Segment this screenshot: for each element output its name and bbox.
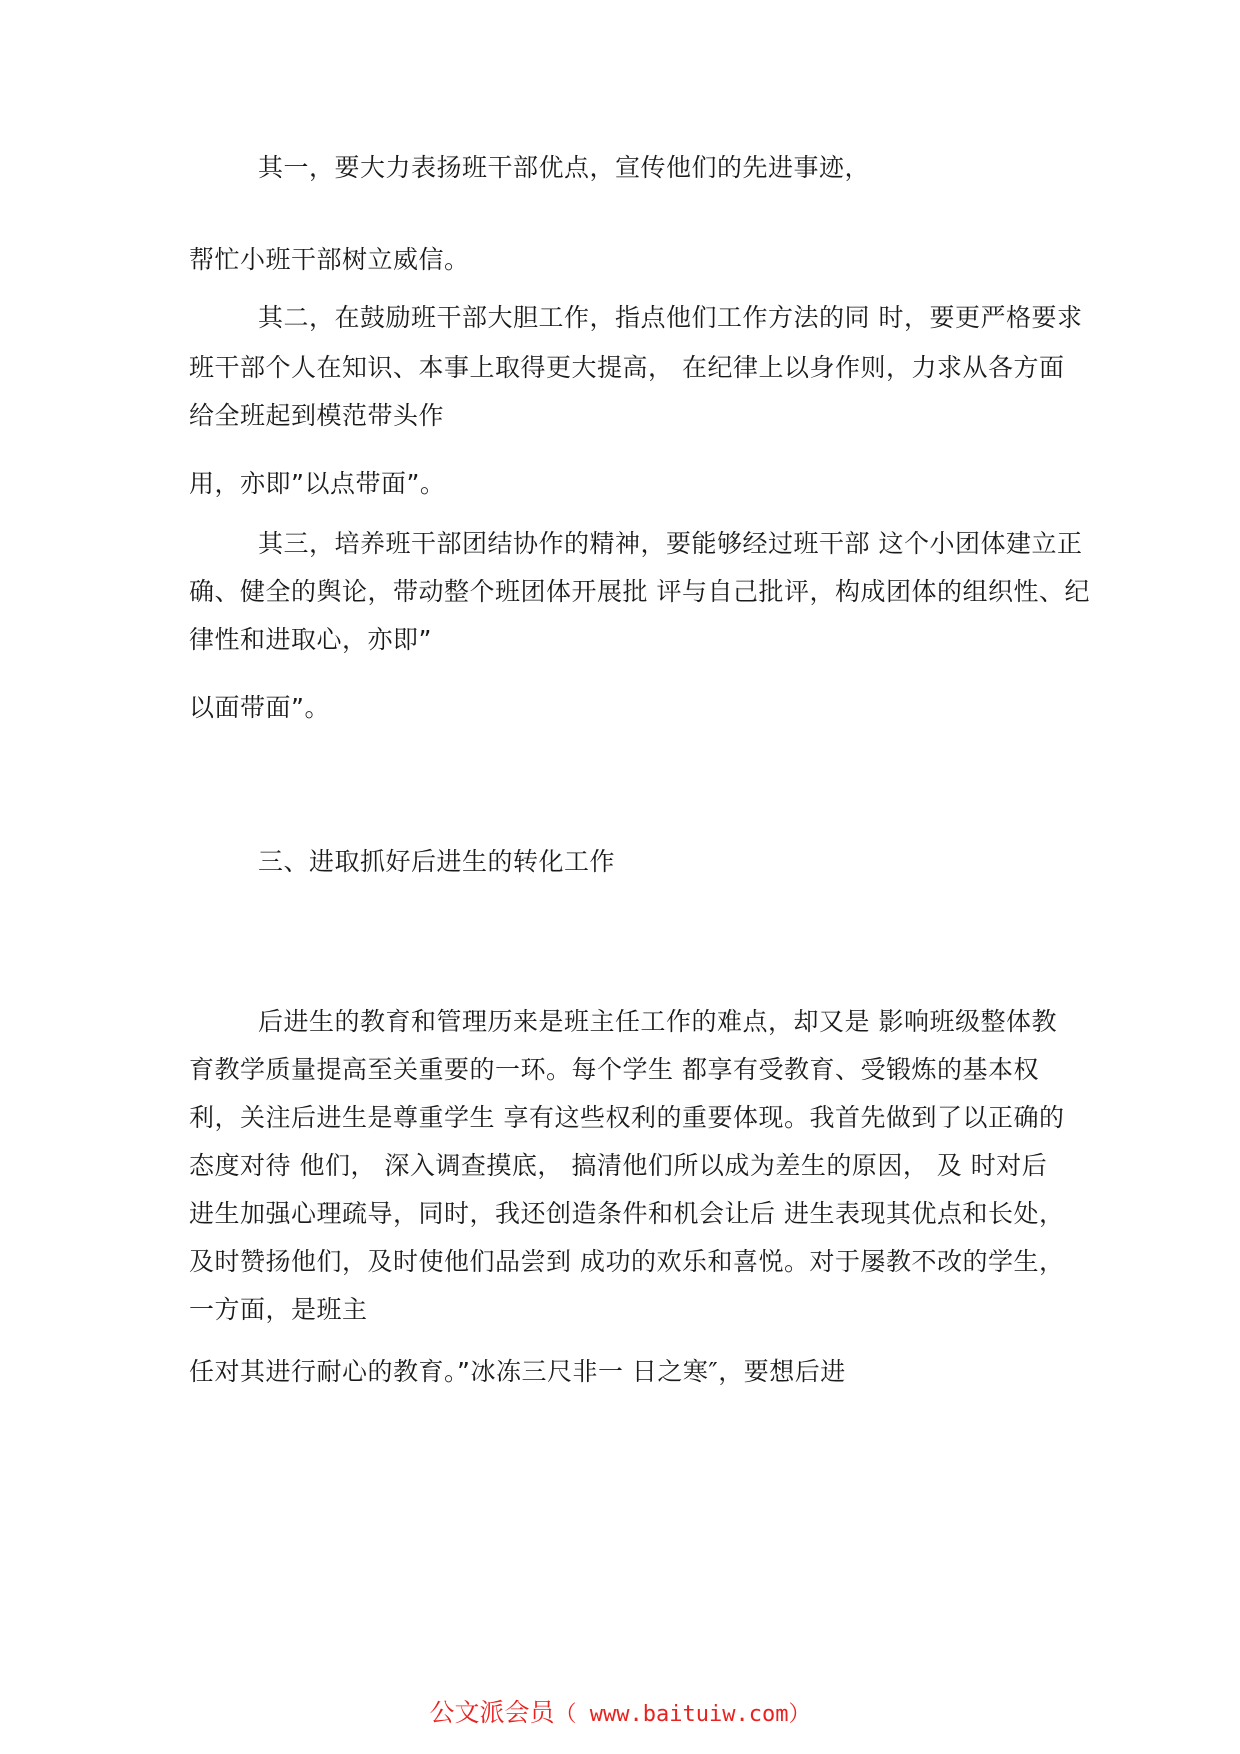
paragraph-line: 其二，在鼓励班干部大胆工作，指点他们工作方法的同 时，要更严格要求 (258, 303, 1083, 332)
paragraph-line: 育教学质量提高至关重要的一环。每个学生 都享有受教育、受锻炼的基本权 (189, 1055, 1039, 1084)
paragraph-line: 后进生的教育和管理历来是班主任工作的难点，却又是 影响班级整体教 (258, 1007, 1057, 1036)
paragraph-line: 其三，培养班干部团结协作的精神，要能够经过班干部 这个小团体建立正 (258, 529, 1083, 558)
paragraph-line: 用，亦即”以点带面”。 (189, 469, 446, 498)
paragraph-line: 利，关注后进生是尊重学生 享有这些权利的重要体现。我首先做到了以正确的 (189, 1103, 1065, 1132)
paragraph-line: 一方面，是班主 (189, 1295, 368, 1324)
paragraph-line: 态度对待 他们， 深入调查摸底， 搞清他们所以成为差生的原因， 及 时对后 (189, 1151, 1048, 1180)
footer-watermark (0, 1696, 1240, 1732)
section-heading: 三、进取抓好后进生的转化工作 (258, 847, 616, 876)
paragraph-line: 帮忙小班干部树立威信。 (189, 245, 470, 274)
paragraph-line: 进生加强心理疏导，同时，我还创造条件和机会让后 进生表现其优点和长处， (189, 1199, 1065, 1228)
paragraph-line: 班干部个人在知识、本事上取得更大提高， 在纪律上以身作则，力求从各方面 (189, 353, 1065, 382)
paragraph-line: 及时赞扬他们，及时使他们品尝到 成功的欢乐和喜悦。对于屡教不改的学生， (189, 1247, 1065, 1276)
footer-url[interactable]: （ www.baituiw.com） (554, 1702, 811, 1727)
paragraph-line: 给全班起到模范带头作 (189, 401, 445, 430)
paragraph-line: 以面带面”。 (189, 693, 330, 722)
paragraph-line: 其一，要大力表扬班干部优点，宣传他们的先进事迹， (258, 153, 871, 182)
paragraph-line: 任对其进行耐心的教育。”冰冻三尺非一 日之寒″，要想后进 (189, 1357, 846, 1386)
paragraph-line: 确、健全的舆论，带动整个班团体开展批 评与自己批评，构成团体的组织性、纪 (189, 577, 1090, 606)
paragraph-line: 律性和进取心，亦即” (189, 625, 432, 654)
footer-label: 公文派会员 (429, 1698, 555, 1727)
